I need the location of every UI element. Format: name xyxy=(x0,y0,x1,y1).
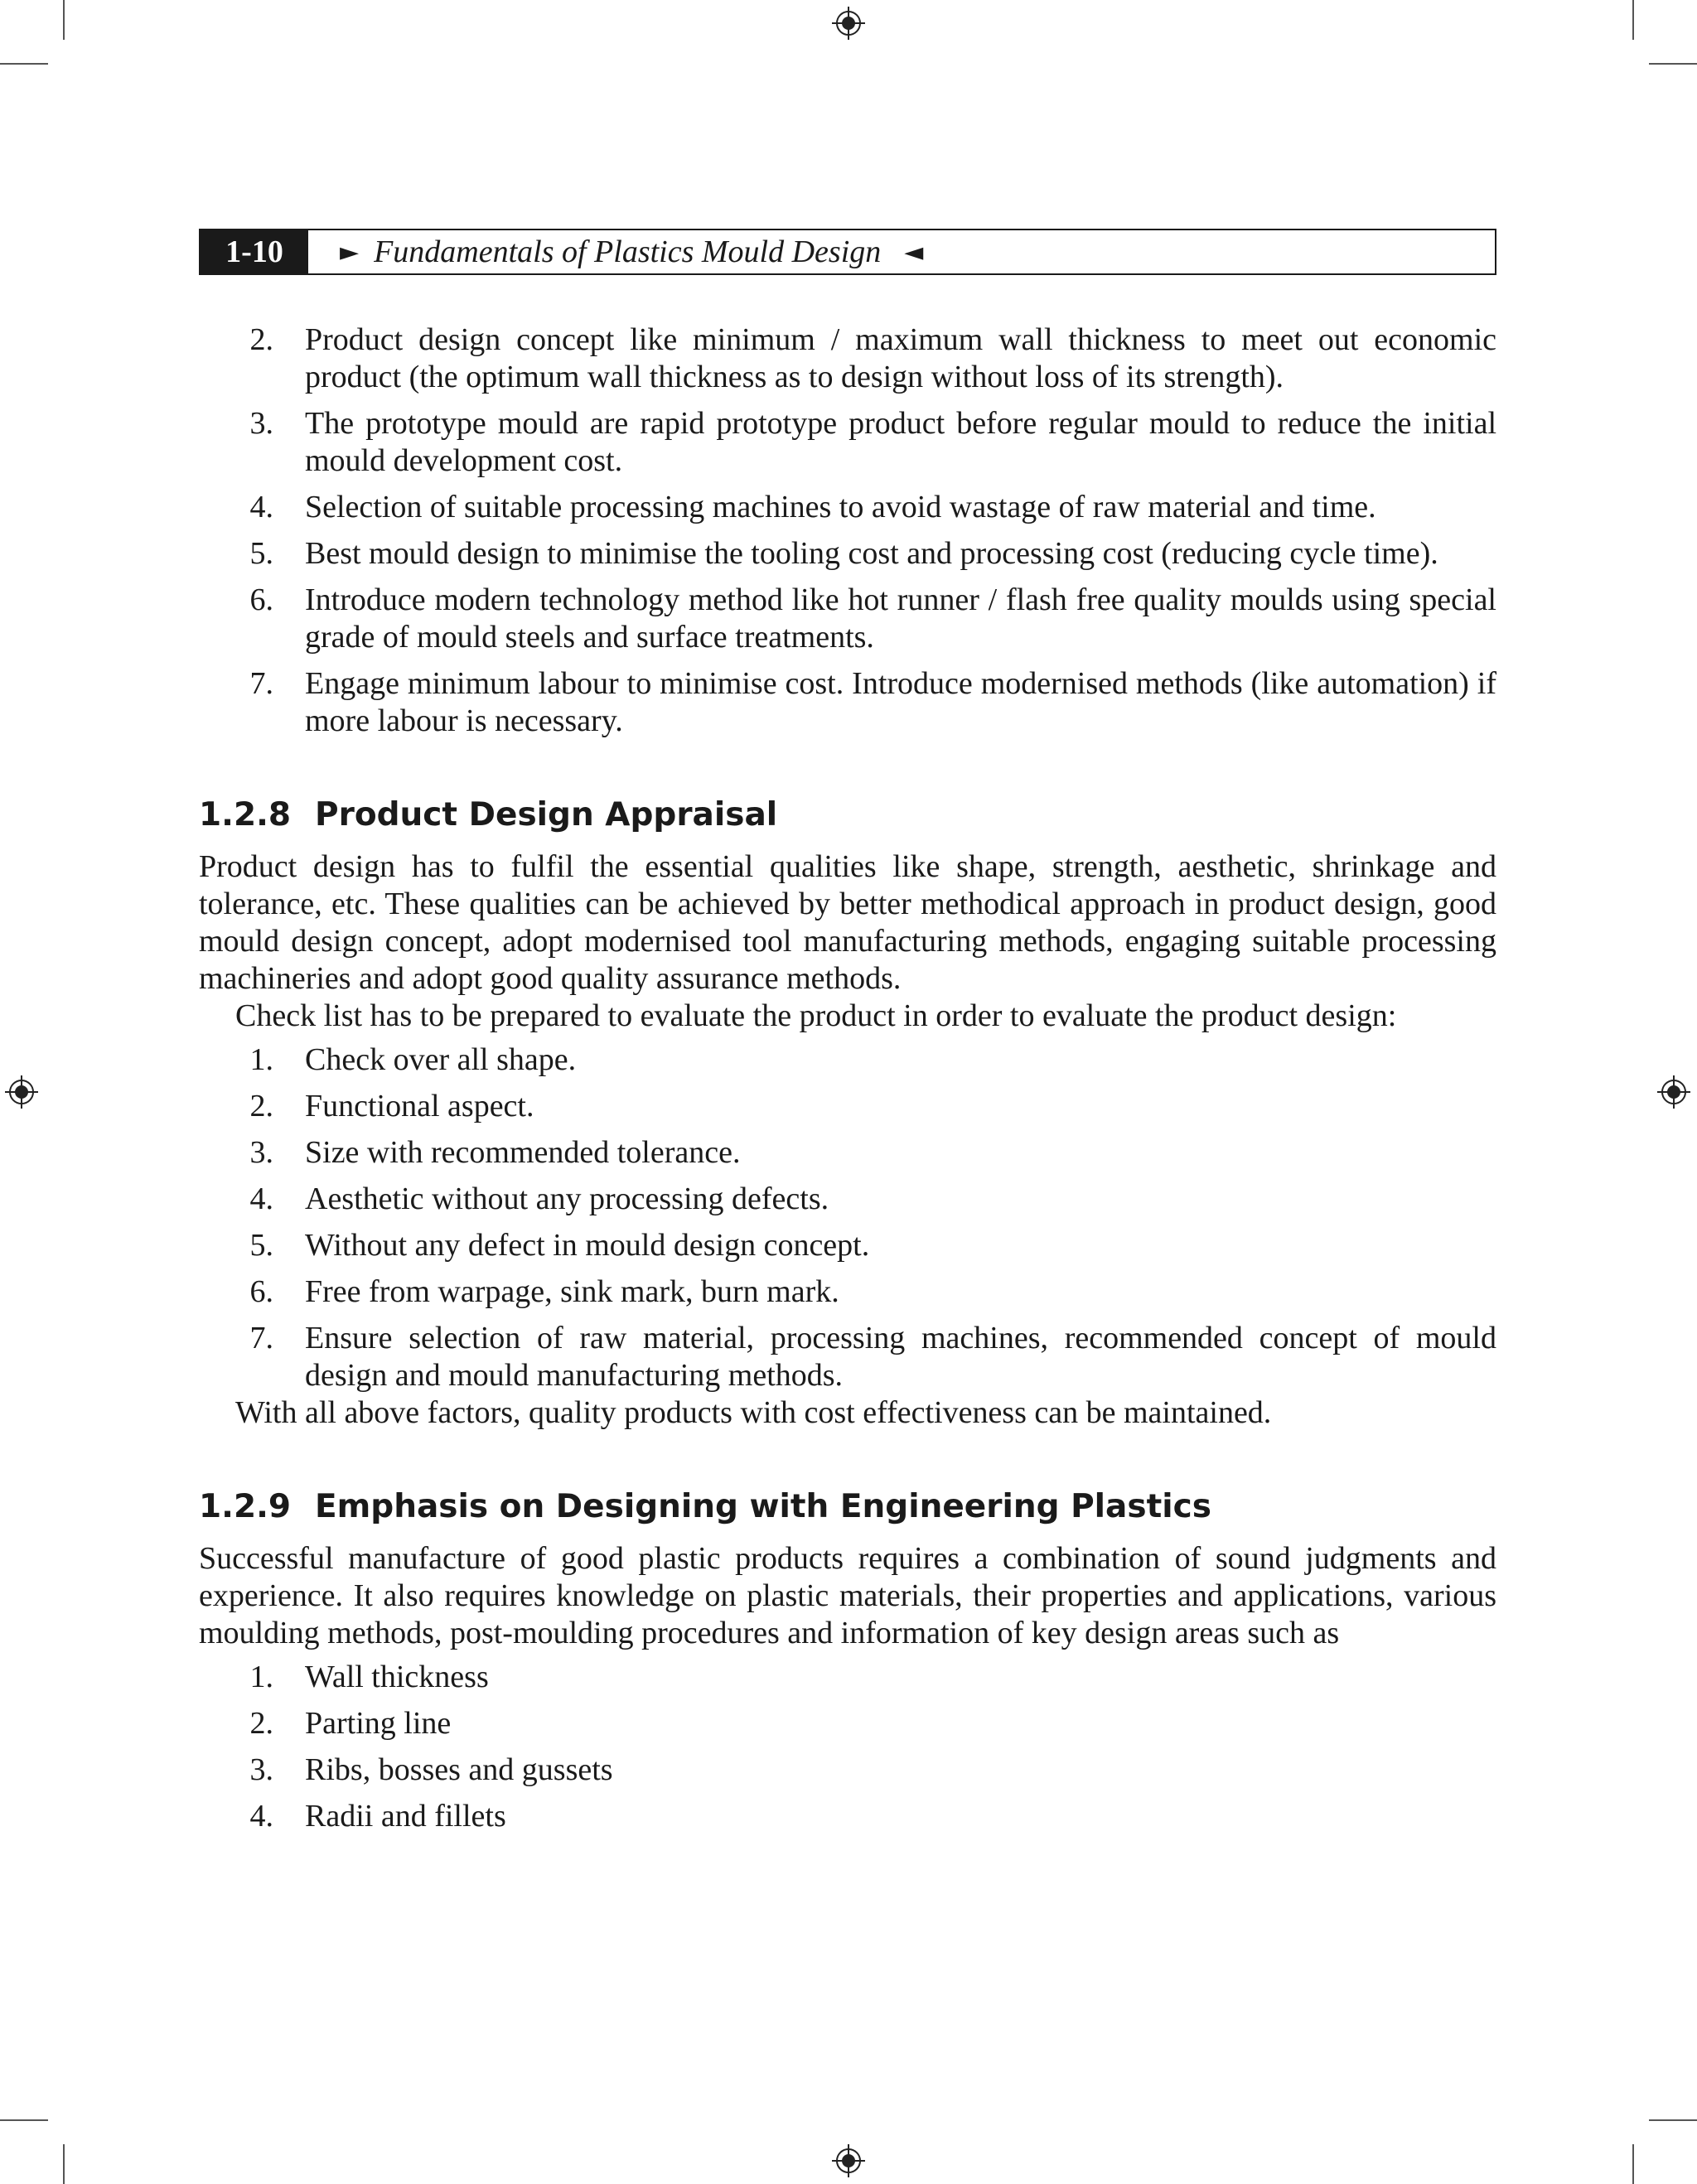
list-text: Functional aspect. xyxy=(305,1089,534,1123)
running-header xyxy=(199,229,1496,275)
crop-mark xyxy=(63,0,65,40)
registration-mark-icon xyxy=(3,1074,40,1110)
list-text: The prototype mould are rapid prototype product before regular mould to reduce the initial mould development cost. xyxy=(305,406,1496,478)
section-heading xyxy=(199,796,1496,833)
list-number: 2. xyxy=(249,322,273,357)
crop-mark xyxy=(0,63,48,65)
list-number: 1. xyxy=(249,1660,273,1694)
left-arrow-icon: ◄ xyxy=(904,237,924,267)
list-number: 2. xyxy=(249,1089,273,1123)
section-heading xyxy=(199,1488,1496,1525)
crop-mark xyxy=(1632,2144,1634,2184)
list-number: 7. xyxy=(249,666,273,701)
book-title: Fundamentals of Plastics Mould Design xyxy=(374,234,882,269)
registration-mark-icon xyxy=(1656,1074,1692,1110)
list-text: Introduce modern technology method like hot runner / flash free quality moulds using special grade of mould steels and surface treatments. xyxy=(305,582,1496,655)
list-number: 6. xyxy=(249,582,273,617)
list-item xyxy=(199,1134,1496,1172)
list-number: 5. xyxy=(249,1228,273,1263)
list-text: Wall thickness xyxy=(305,1660,489,1694)
crop-mark xyxy=(1649,2119,1697,2121)
list-item xyxy=(199,1320,1496,1394)
list-item xyxy=(199,1181,1496,1218)
checklist-intro: Check list has to be prepared to evaluate the product in order to evaluate the product design: xyxy=(235,998,1397,1033)
list-number: 4. xyxy=(249,1799,273,1834)
list-item xyxy=(199,1088,1496,1125)
section-title: Emphasis on Designing with Engineering Plastics xyxy=(315,1488,1211,1525)
list-text: Engage minimum labour to minimise cost. Introduce modernised methods (like automation) if more labour is necessary. xyxy=(305,666,1496,738)
list-item xyxy=(199,1752,1496,1789)
list-item xyxy=(199,405,1496,480)
right-arrow-icon: ► xyxy=(340,237,360,267)
crop-mark xyxy=(0,2119,48,2121)
list-text: Aesthetic without any processing defects. xyxy=(305,1181,829,1216)
list-text: Ribs, bosses and gussets xyxy=(305,1752,613,1787)
list-item xyxy=(199,321,1496,396)
list-number: 1. xyxy=(249,1042,273,1077)
list-item xyxy=(199,535,1496,573)
page-content xyxy=(199,321,1496,1844)
checklist xyxy=(199,1041,1496,1394)
list-text: Radii and fillets xyxy=(305,1799,506,1834)
design-areas-list xyxy=(199,1659,1496,1835)
list-item xyxy=(199,1705,1496,1742)
list-item xyxy=(199,665,1496,740)
list-text: Selection of suitable processing machines to avoid wastage of raw material and time. xyxy=(305,490,1376,524)
list-item xyxy=(199,489,1496,526)
list-number: 3. xyxy=(249,1752,273,1787)
registration-mark-icon xyxy=(830,5,867,41)
page-number: 1-10 xyxy=(201,230,308,273)
list-number: 3. xyxy=(249,1135,273,1170)
list-number: 5. xyxy=(249,536,273,571)
list-item xyxy=(199,1041,1496,1079)
list-text: Check over all shape. xyxy=(305,1042,577,1077)
list-item xyxy=(199,1798,1496,1835)
list-text: Without any defect in mould design concept. xyxy=(305,1228,870,1263)
paragraph: Product design has to fulfil the essential qualities like shape, strength, aesthetic, shrinkage and tolerance, etc. These qualities can be achieved by better methodical approach in product design, good mould design concept, adopt modernised tool manufacturing methods, engaging suitable processing machineries and adopt good quality assurance methods. xyxy=(199,849,1496,996)
section-title: Product Design Appraisal xyxy=(315,796,778,833)
crop-mark xyxy=(63,2144,65,2184)
registration-mark-icon xyxy=(830,2143,867,2179)
paragraph: Successful manufacture of good plastic products requires a combination of sound judgments and experience. It also requires knowledge on plastic materials, their properties and applications, various moulding methods, post-moulding procedures and information of key design areas such as xyxy=(199,1541,1496,1650)
list-number: 3. xyxy=(249,406,273,441)
list-item xyxy=(199,1659,1496,1696)
list-number: 4. xyxy=(249,1181,273,1216)
top-list xyxy=(199,321,1496,740)
list-number: 4. xyxy=(249,490,273,524)
crop-mark xyxy=(1632,0,1634,40)
list-text: Product design concept like minimum / maximum wall thickness to meet out economic product (the optimum wall thickness as to design without loss of its strength). xyxy=(305,322,1496,394)
list-item xyxy=(199,582,1496,656)
list-text: Best mould design to minimise the tooling cost and processing cost (reducing cycle time). xyxy=(305,536,1438,571)
section-number: 1.2.9 xyxy=(199,1488,292,1525)
list-item xyxy=(199,1227,1496,1264)
list-item xyxy=(199,1273,1496,1311)
list-text: Parting line xyxy=(305,1706,452,1741)
list-number: 6. xyxy=(249,1274,273,1309)
list-number: 2. xyxy=(249,1706,273,1741)
list-number: 7. xyxy=(249,1321,273,1355)
list-text: Ensure selection of raw material, processing machines, recommended concept of mould design and mould manufacturing methods. xyxy=(305,1321,1496,1393)
list-text: Size with recommended tolerance. xyxy=(305,1135,741,1170)
list-text: Free from warpage, sink mark, burn mark. xyxy=(305,1274,839,1309)
closing-paragraph: With all above factors, quality products with cost effectiveness can be maintained. xyxy=(235,1395,1272,1430)
crop-mark xyxy=(1649,63,1697,65)
section-number: 1.2.8 xyxy=(199,796,292,833)
